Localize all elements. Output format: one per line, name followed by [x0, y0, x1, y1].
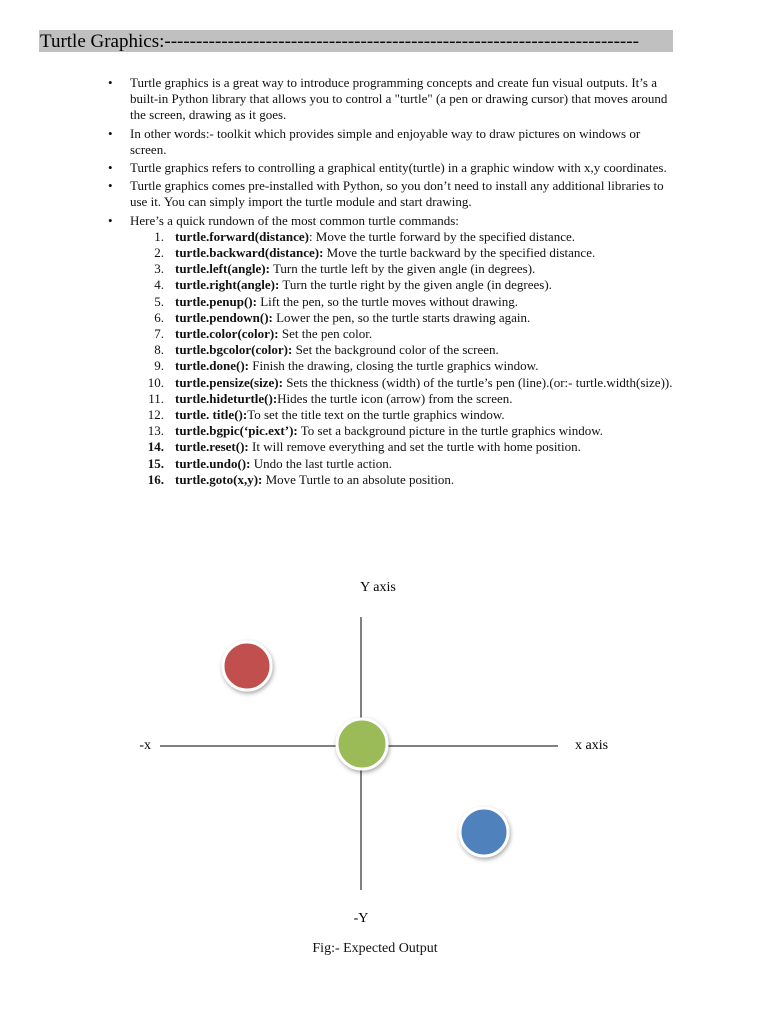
section-heading: Turtle Graphics:--------------------------------------------------------------------------- — [40, 31, 639, 52]
command-description: Move Turtle to an absolute position. — [262, 471, 455, 487]
neg-x-label: -x — [139, 738, 151, 753]
command-description: Move the turtle backward by the specified distance. — [323, 245, 596, 261]
command-number: 8. — [154, 342, 164, 358]
bullet-item — [105, 213, 675, 488]
command-number: 12. — [147, 407, 164, 423]
command-number: 3. — [154, 261, 164, 277]
red-circle — [223, 642, 271, 690]
command-number: 1. — [154, 228, 164, 244]
command-item — [128, 310, 675, 326]
command-item — [128, 456, 675, 472]
command-number: 13. — [147, 423, 164, 439]
command-item — [128, 229, 675, 245]
command-description: Turn the turtle left by the given angle (in degrees). — [269, 261, 536, 277]
command-name: turtle.reset(): — [175, 439, 249, 455]
command-name: turtle.done(): — [175, 358, 250, 374]
command-description: Lower the pen, so the turtle starts drawing again. — [272, 309, 531, 325]
command-description: It will remove everything and set the turtle with home position. — [248, 439, 581, 455]
command-item — [128, 439, 675, 455]
command-number: 6. — [154, 309, 164, 325]
command-description: To set a background picture in the turtle graphics window. — [297, 423, 603, 439]
command-item — [128, 358, 675, 374]
command-description: To set the title text on the turtle graphics window. — [247, 407, 505, 423]
bullet-text: Here’s a quick rundown of the most common turtle commands: — [130, 212, 459, 228]
command-number: 16. — [147, 471, 164, 487]
command-number: 7. — [154, 326, 164, 342]
command-name: turtle.left(angle): — [175, 261, 270, 277]
command-name: turtle.penup(): — [175, 293, 257, 309]
neg-y-label: -Y — [353, 911, 369, 926]
coordinate-diagram — [0, 560, 768, 980]
command-description: Sets the thickness (width) of the turtle’s pen (line).(or:- turtle.width(size)). — [282, 374, 673, 390]
command-name: turtle. title(): — [175, 407, 248, 423]
command-list — [128, 229, 675, 488]
x-axis-label: x axis — [575, 738, 609, 753]
command-name: turtle.pendown(): — [175, 309, 273, 325]
command-description: Set the pen color. — [278, 326, 373, 342]
bullet-item: • Turtle graphics is a great way to introduce programming concepts and create fun visual outputs. It’s a built-in Python library that allows you to control a "turtle" (a pen or drawing cursor) that moves around the screen, drawing as it goes. — [105, 75, 675, 124]
command-name: turtle.undo(): — [175, 455, 251, 471]
command-number: 4. — [154, 277, 164, 293]
command-number: 10. — [147, 374, 164, 390]
y-axis-label: Y axis — [360, 580, 396, 595]
command-name: turtle.pensize(size): — [175, 374, 283, 390]
bullet-list — [105, 75, 675, 490]
command-item — [128, 245, 675, 261]
blue-circle — [460, 808, 508, 856]
command-description: Lift the pen, so the turtle moves without drawing. — [256, 293, 519, 309]
figure-caption: Fig:- Expected Output — [312, 941, 438, 956]
command-item — [128, 326, 675, 342]
command-description: Turn the turtle right by the given angle (in degrees). — [279, 277, 552, 293]
command-name: turtle.right(angle): — [175, 277, 280, 293]
command-description: : Move the turtle forward by the specified distance. — [308, 228, 575, 244]
command-name: turtle.color(color): — [175, 326, 279, 342]
bullet-item: • Turtle graphics comes pre-installed with Python, so you don’t need to install any additional libraries to use it. You can simply import the turtle module and start drawing. — [105, 178, 675, 210]
command-item — [128, 423, 675, 439]
bullet-item: • In other words:- toolkit which provides simple and enjoyable way to draw pictures on windows or screen. — [105, 126, 675, 158]
command-item — [128, 375, 675, 391]
green-circle — [337, 719, 387, 769]
command-number: 14. — [147, 439, 164, 455]
command-description: Set the background color of the screen. — [292, 342, 499, 358]
command-item — [128, 342, 675, 358]
command-number: 9. — [154, 358, 164, 374]
command-name: turtle.backward(distance): — [175, 245, 324, 261]
command-number: 11. — [148, 390, 164, 406]
command-description: Finish the drawing, closing the turtle graphics window. — [249, 358, 539, 374]
command-name: turtle.forward(distance) — [175, 228, 309, 244]
command-item — [128, 391, 675, 407]
command-item — [128, 277, 675, 293]
command-item — [128, 407, 675, 423]
command-number: 15. — [147, 455, 164, 471]
command-item — [128, 261, 675, 277]
bullet-item: • Turtle graphics refers to controlling a graphical entity(turtle) in a graphic window with x,y coordinates. — [105, 160, 675, 176]
command-description: Hides the turtle icon (arrow) from the screen. — [277, 390, 513, 406]
command-name: turtle.bgcolor(color): — [175, 342, 293, 358]
command-name: turtle.hideturtle(): — [175, 390, 278, 406]
command-item — [128, 294, 675, 310]
command-name: turtle.goto(x,y): — [175, 471, 263, 487]
command-name: turtle.bgpic(‘pic.ext’): — [175, 423, 298, 439]
command-number: 5. — [154, 293, 164, 309]
command-item — [128, 472, 675, 488]
command-description: Undo the last turtle action. — [250, 455, 392, 471]
command-number: 2. — [154, 245, 164, 261]
